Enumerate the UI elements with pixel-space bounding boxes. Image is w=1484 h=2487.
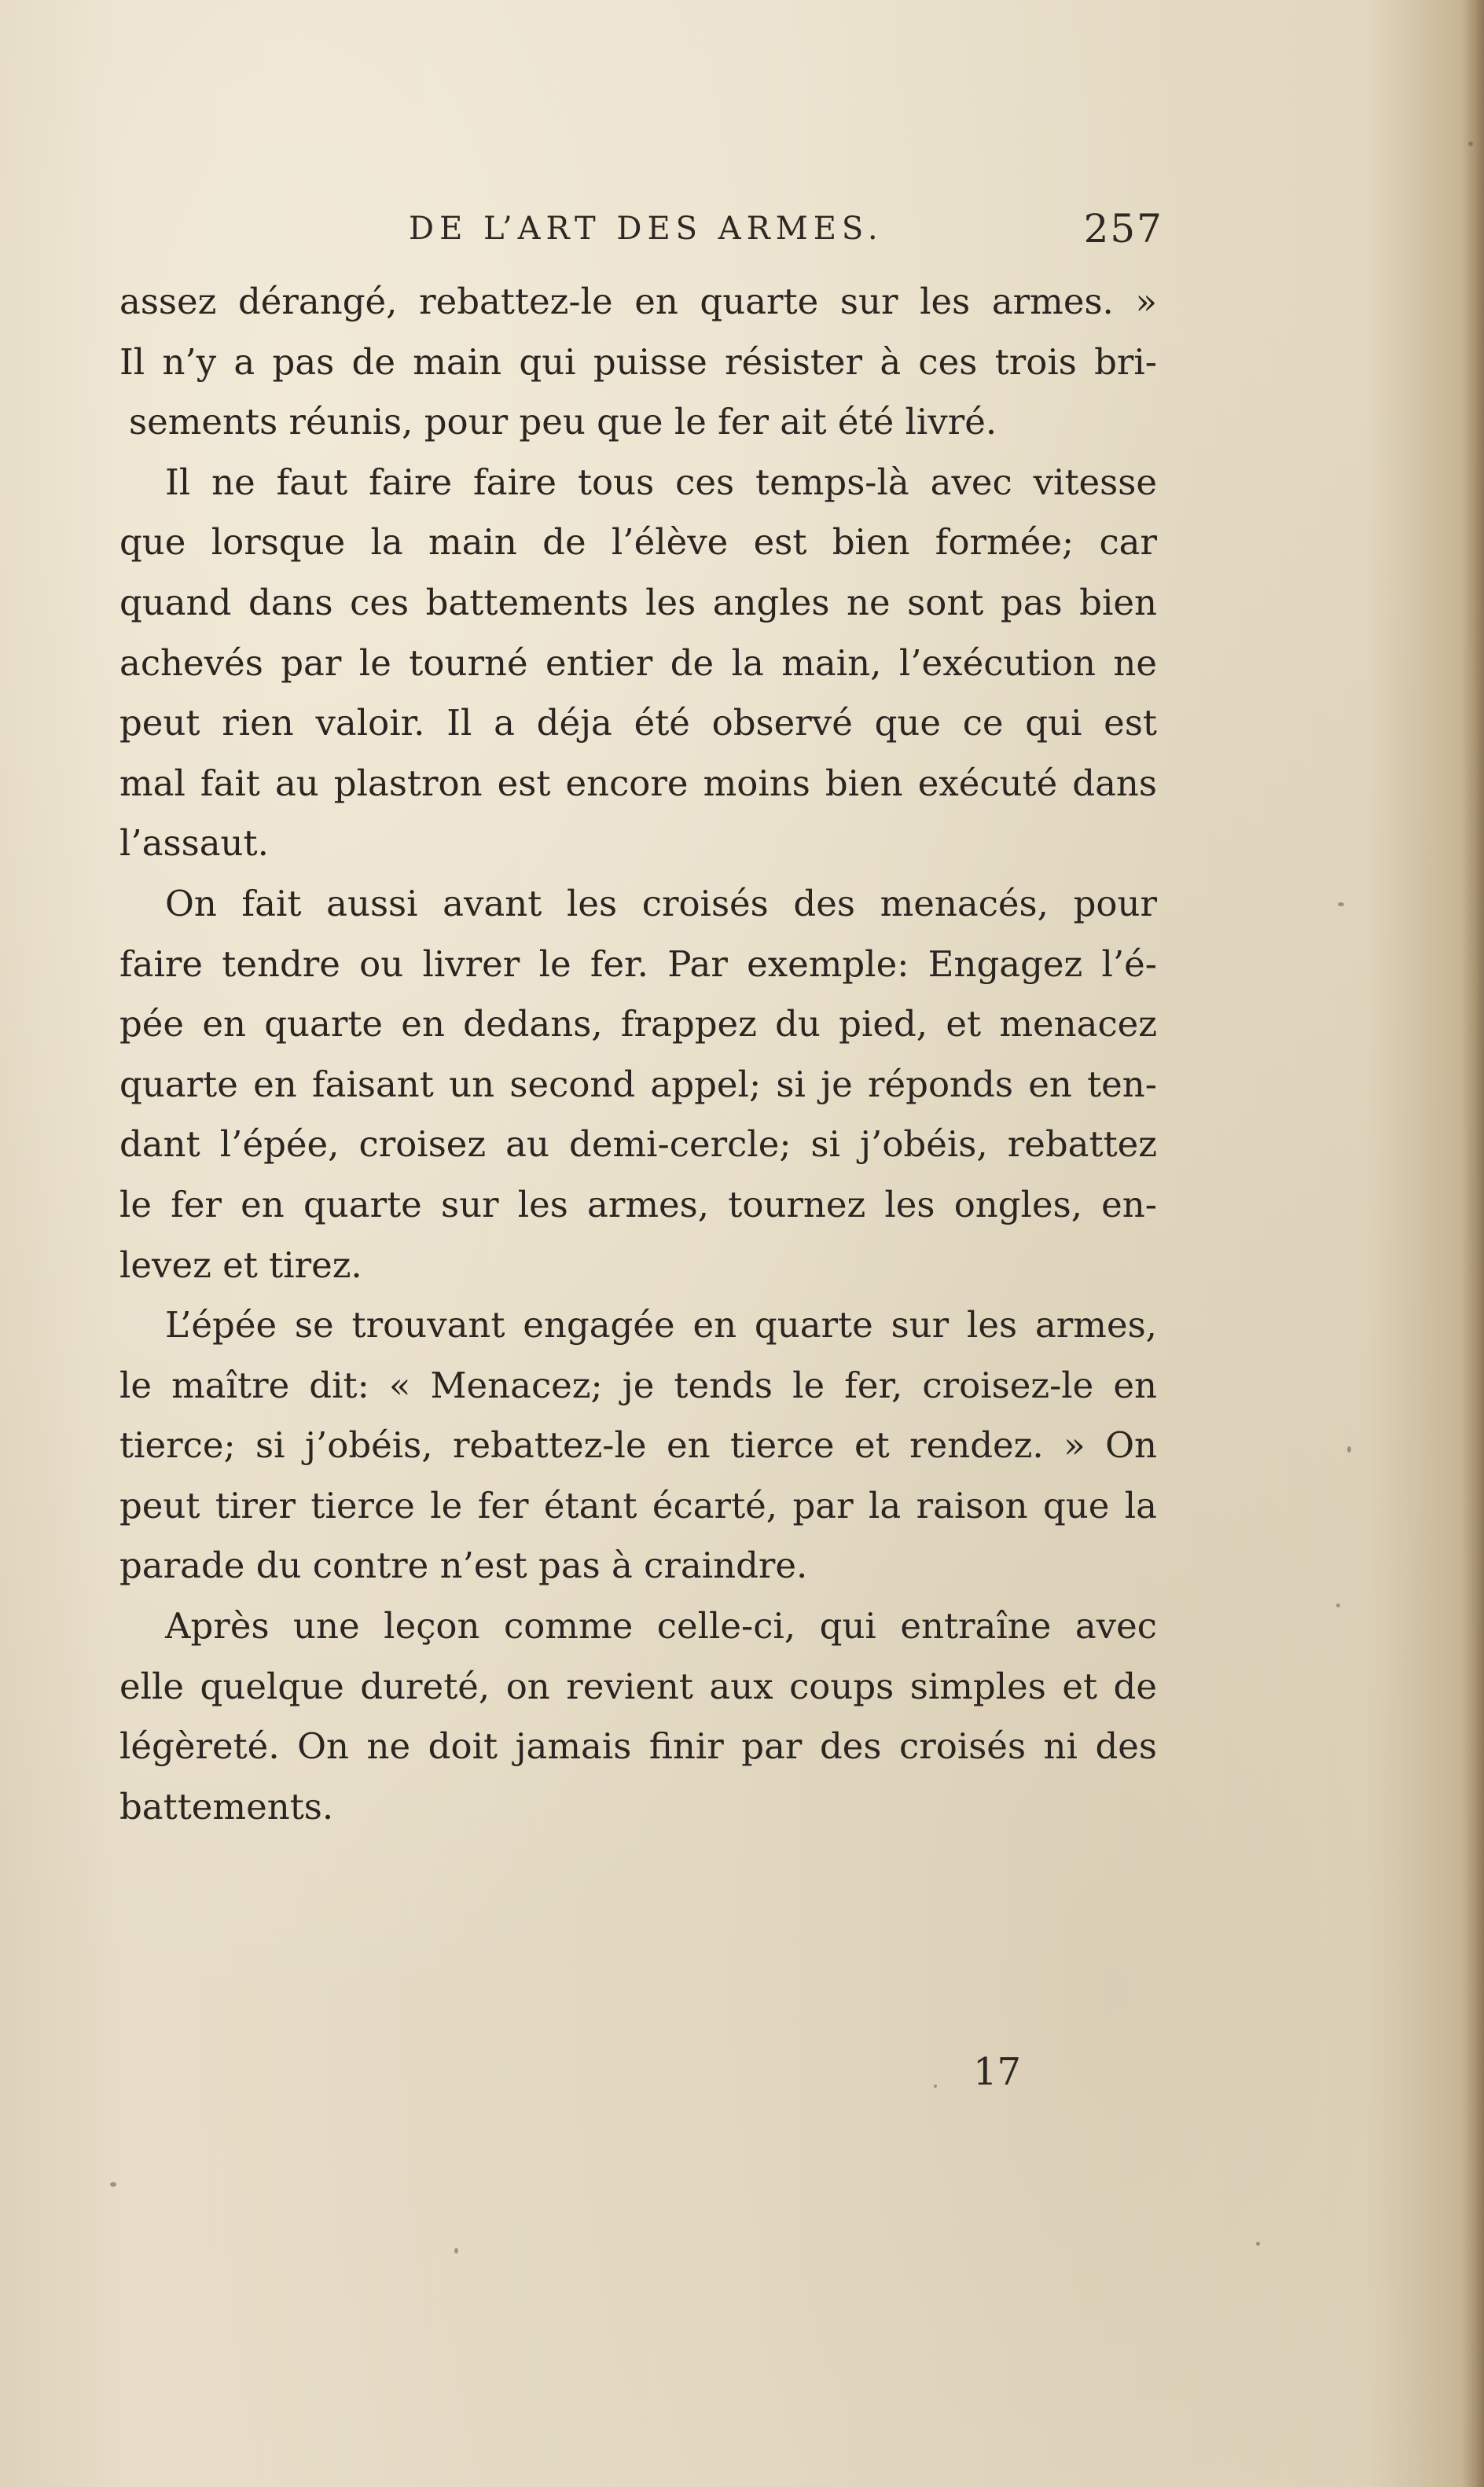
paper-speck — [1347, 1446, 1351, 1453]
text-line: Il ne faut faire faire tous ces temps-là avec vitesse — [165, 461, 1157, 503]
text-line: pée en quarte en dedans, frappez du pied, et menacez — [119, 1003, 1157, 1045]
text-line: parade du contre n’est pas à craindre. — [119, 1545, 808, 1587]
paper-speck — [1468, 141, 1473, 146]
text-line: tierce; si j’obéis, rebattez-le en tierce et rendez. » On — [119, 1424, 1157, 1467]
text-line: quarte en faisant un second appel; si je réponds en ten- — [119, 1063, 1157, 1105]
text-line: l’assaut. — [119, 822, 269, 865]
paper-speck — [1256, 2242, 1260, 2246]
text-line: peut tirer tierce le fer étant écarté, par la raison que la — [119, 1484, 1157, 1526]
text-line: peut rien valoir. Il a déja été observé que ce qui est — [119, 702, 1157, 744]
signature-mark: 17 — [973, 2050, 1022, 2094]
page-number: 257 — [1083, 206, 1163, 252]
body-text — [119, 272, 1157, 1837]
paper-speck — [110, 2182, 116, 2187]
text-line: faire tendre ou livrer le fer. Par exemple: Engagez l’é- — [119, 942, 1157, 985]
paper-speck — [934, 2085, 937, 2088]
text-line: quand dans ces battements les angles ne sont pas bien — [119, 581, 1157, 623]
text-line: L’épée se trouvant engagée en quarte sur les armes, — [165, 1304, 1157, 1346]
paper-speck — [454, 2248, 458, 2254]
page-edge-shadow — [1462, 0, 1484, 2487]
text-line: mal fait au plastron est encore moins bien exécuté dans — [119, 762, 1157, 804]
text-line: le maître dit: « Menacez; je tends le fer, croisez-le en — [119, 1364, 1157, 1406]
text-line: sements réunis, pour peu que le fer ait été livré. — [129, 401, 997, 443]
text-line: levez et tirez. — [119, 1244, 362, 1286]
text-line: On fait aussi avant les croisés des menacés, pour — [165, 882, 1157, 924]
paper-speck — [1336, 1604, 1340, 1607]
text-line: légèreté. On ne doit jamais finir par des croisés ni des — [119, 1725, 1157, 1768]
text-line: achevés par le tourné entier de la main, l’exécution ne — [119, 641, 1157, 684]
text-line: Il n’y a pas de main qui puisse résister à ces trois bri- — [119, 340, 1157, 383]
running-title: DE L’ART DES ARMES. — [409, 211, 883, 247]
text-line: dant l’épée, croisez au demi-cercle; si j’obéis, rebattez — [119, 1123, 1157, 1166]
paper-speck — [1338, 902, 1344, 906]
text-line: Après une leçon comme celle-ci, qui entraîne avec — [165, 1605, 1157, 1648]
text-line: assez dérangé, rebattez-le en quarte sur les armes. » — [119, 281, 1157, 322]
text-line: le fer en quarte sur les armes, tournez les ongles, en- — [119, 1183, 1157, 1225]
text-line: elle quelque dureté, on revient aux coups simples et de — [119, 1665, 1157, 1707]
text-line: battements. — [119, 1785, 334, 1828]
running-head — [409, 197, 1163, 252]
text-line: que lorsque la main de l’élève est bien formée; car — [119, 521, 1157, 564]
